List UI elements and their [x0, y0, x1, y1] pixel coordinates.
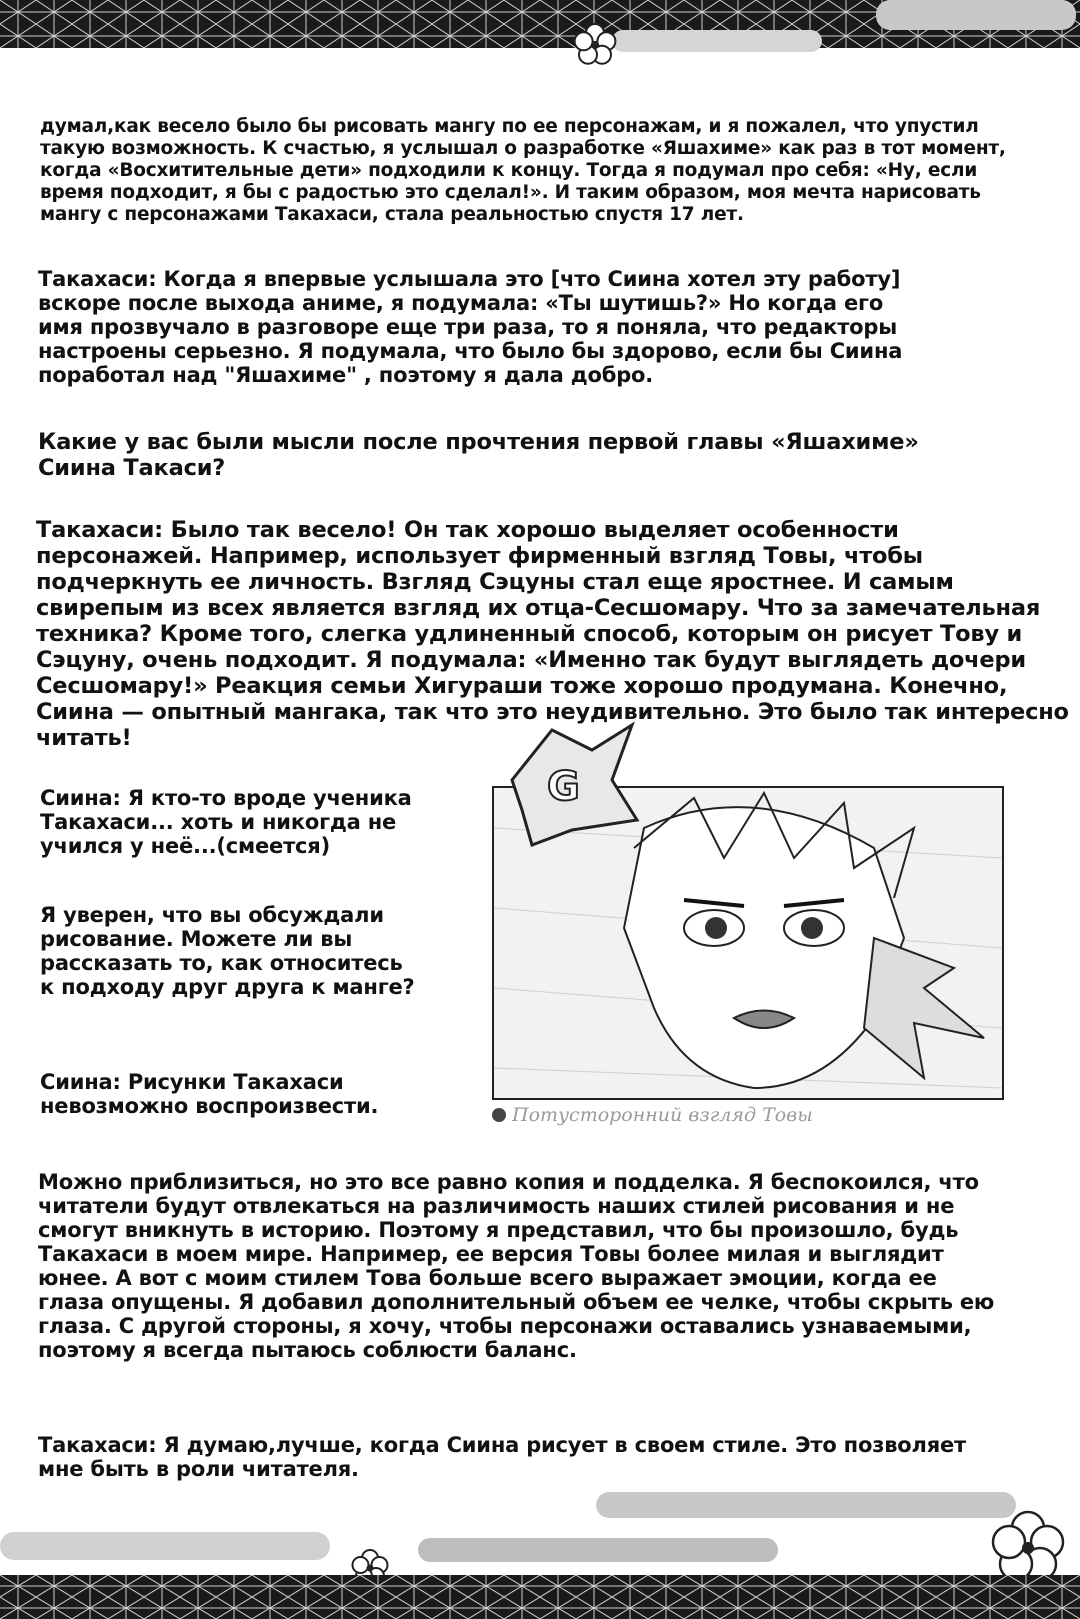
paragraph-takahashi-reader: Такахаси: Я думаю,лучше, когда Сиина рисует в своем стиле. Это позволяет мне быть в роли читателя.: [38, 1433, 967, 1481]
paragraph-takahashi-reaction: Такахаси: Когда я впервые услышала это [что Сиина хотел эту работу] вскоре после выхода аниме, я подумала: «Ты шутишь?» Но когда его имя прозвучало в разговоре еще три раза, то я поняла, что редакторы настроены серьезно. Я подумала, что было бы здорово, если бы Сиина поработал над "Яшахиме" , поэтому я дала добро.: [38, 267, 903, 387]
bottom-cloud-decoration-2: [418, 1538, 778, 1562]
question-first-chapter: Какие у вас были мысли после прочтения первой главы «Яшахиме» Сиина Такаси?: [38, 429, 919, 481]
panel-caption: [492, 1104, 813, 1126]
sound-effect-speech-shape: [492, 720, 642, 854]
plum-blossom-icon-top: [568, 18, 622, 76]
top-cloud-decoration: [876, 0, 1076, 30]
paragraph-siina-style: Можно приблизиться, но это все равно копия и подделка. Я беспокоился, что читатели будут отвлекаться на различимость наших стилей рисования и не смогут вникнуть в историю. Поэтому я представил, что бы произошло, будь Такахаси в моем мире. Например, ее версия Товы более милая и выглядит юнее. А вот с моим стилем Това больше всего выражает эмоции, когда ее глаза опущены. Я добавил дополнительный объем ее челке, чтобы скрыть ею глаза. С другой стороны, я хочу, чтобы персонажи оставались узнаваемыми, поэтому я всегда пытаюсь соблюсти баланс.: [38, 1170, 995, 1362]
top-cloud-decoration-2: [612, 30, 822, 52]
paragraph-siina-student: Сиина: Я кто-то вроде ученика Такахаси... хоть и никогда не учился у неё...(смеется): [40, 786, 412, 858]
paragraph-siina-irreproducible: Сиина: Рисунки Такахаси невозможно воспроизвести.: [40, 1070, 379, 1118]
bottom-cloud-decoration-3: [0, 1532, 330, 1560]
svg-text:G: G: [547, 764, 580, 810]
question-drawing-approach: Я уверен, что вы обсуждали рисование. Можете ли вы рассказать то, как относитесь к подходу друг друга к манге?: [40, 903, 415, 999]
paragraph-takahashi-fun: Такахаси: Было так весело! Он так хорошо выделяет особенности персонажей. Например, использует фирменный взгляд Товы, чтобы подчеркнуть ее личность. Взгляд Сэцуны стал еще яростнее. И самым свирепым из всех является взгляд их отца-Сесшомару. Что за замечательная техника? Кроме того, слегка удлиненный способ, которым он рисует Тову и Сэцуну, очень подходит. Я подумала: «Именно так будут выглядеть дочери Сесшомару!» Реакция семьи Хигураши тоже хорошо продумана. Конечно, Сиина — опытный мангака, так что это неудивительно. Это было так интересно читать!: [36, 517, 1069, 751]
paragraph-intro-continued: думал,как весело было бы рисовать мангу по ее персонажам, и я пожалел, что упустил такую возможность. К счастью, я услышал о разработке «Яшахиме» как раз в тот момент, когда «Восхитительные дети» подходили к концу. Тогда я подумал про себя: «Ну, если время подходит, я бы с радостью это сделал!». И таким образом, моя мечта нарисовать мангу с персонажами Такахаси, стала реальностью спустя 17 лет.: [40, 116, 1006, 225]
bottom-cloud-decoration: [596, 1492, 1016, 1518]
caption-text: Потусторонний взгляд Товы: [512, 1104, 813, 1126]
bottom-pattern-band: [0, 1575, 1080, 1619]
caption-bullet-icon: [492, 1108, 506, 1122]
